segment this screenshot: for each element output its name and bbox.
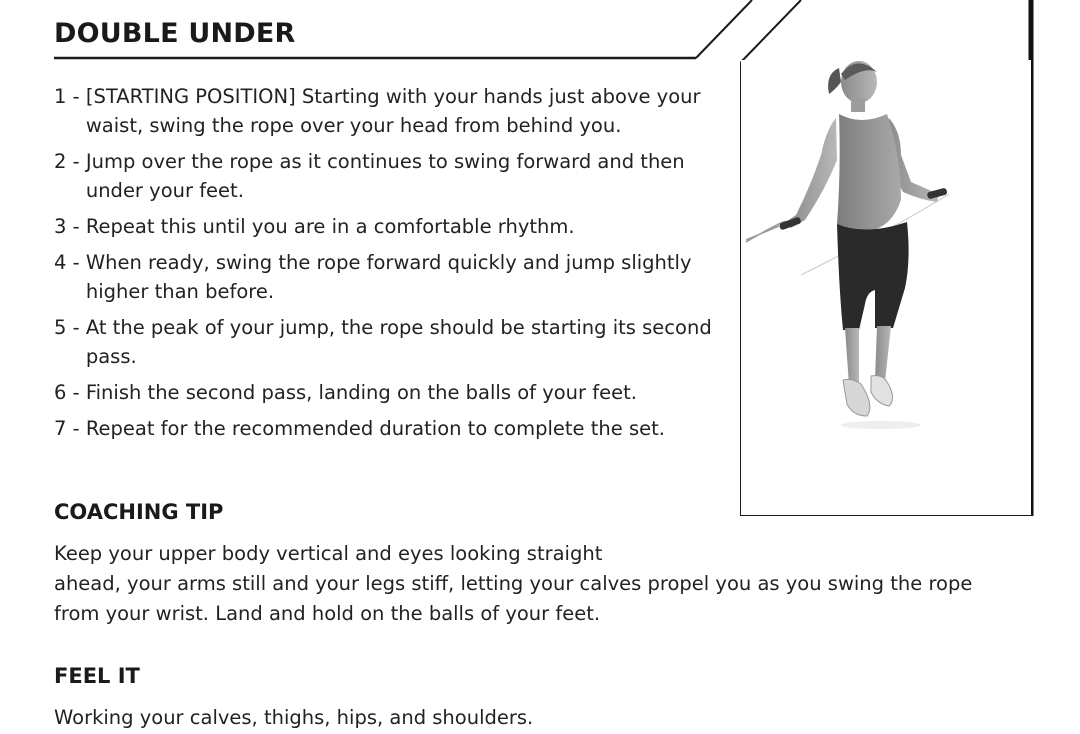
- step-item: [54, 212, 734, 241]
- coaching-tip-heading: COACHING TIP: [54, 500, 224, 524]
- step-number: 1 -: [54, 85, 86, 108]
- step-item: [54, 378, 734, 407]
- step-text: Jump over the rope as it continues to swing forward and then under your feet.: [85, 150, 685, 202]
- coaching-tip-line: Keep your upper body vertical and eyes looking straight: [54, 542, 603, 565]
- step-text: [STARTING POSITION] Starting with your hands just above your waist, swing the rope over your head from behind you.: [85, 85, 701, 137]
- page-title: DOUBLE UNDER: [54, 18, 296, 49]
- step-item: [54, 414, 734, 443]
- step-number: 5 -: [54, 316, 86, 339]
- step-number: 7 -: [54, 417, 86, 440]
- step-number: 4 -: [54, 251, 86, 274]
- step-text: Repeat for the recommended duration to complete the set.: [85, 417, 665, 440]
- coaching-tip-text: [54, 539, 1014, 629]
- step-number: 2 -: [54, 150, 86, 173]
- step-item: [54, 147, 734, 205]
- step-text: Repeat this until you are in a comfortable rhythm.: [85, 215, 575, 238]
- step-item: [54, 248, 734, 306]
- exercise-photo: [741, 60, 1031, 515]
- feel-it-text: Working your calves, thighs, hips, and shoulders.: [54, 706, 534, 729]
- feel-it-heading: FEEL IT: [54, 664, 140, 688]
- step-text: Finish the second pass, landing on the balls of your feet.: [85, 381, 637, 404]
- coaching-tip-line: ahead, your arms still and your legs stiff, letting your calves propel you as you swing the rope from your wrist. Land and hold on the balls of your feet.: [54, 572, 973, 625]
- instruction-steps: [54, 82, 734, 450]
- step-number: 3 -: [54, 215, 86, 238]
- step-item: [54, 82, 734, 140]
- step-text: When ready, swing the rope forward quickly and jump slightly higher than before.: [85, 251, 692, 303]
- step-number: 6 -: [54, 381, 86, 404]
- step-item: [54, 313, 734, 371]
- step-text: At the peak of your jump, the rope should be starting its second pass.: [85, 316, 712, 368]
